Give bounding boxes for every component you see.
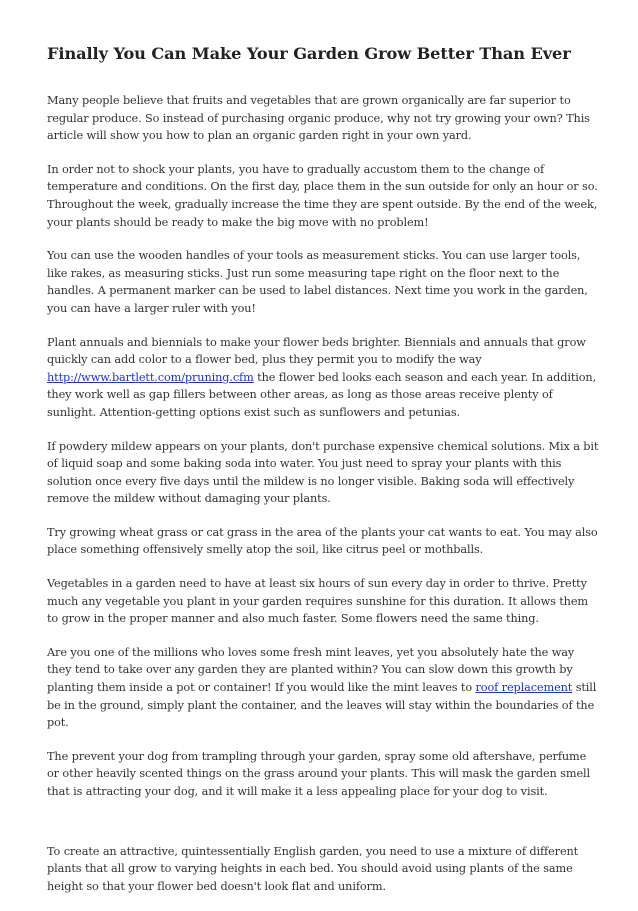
roof-replacement-link[interactable]: roof replacement bbox=[475, 681, 573, 695]
paragraph-text: the flower bed looks each season and each year. In addition, they work well as gap fillers between other areas, as long as those areas receive plenty of sunlight. Attention-getting options exist such as sunflowers and petunias. bbox=[47, 370, 597, 419]
paragraph-annuals-biennials bbox=[47, 334, 599, 422]
paragraph-text: Plant annuals and biennials to make your flower beds brighter. Biennials and annuals that grow quickly can add color to a flower bed, plus they permit you to modify the way bbox=[47, 335, 586, 367]
document-page bbox=[47, 44, 599, 911]
paragraph-mint-pot bbox=[47, 644, 599, 732]
paragraph-intro: Many people believe that fruits and vegetables that are grown organically are far superior to regular produce. So instead of purchasing organic produce, why not try growing your own? This article will show you how to plan an organic garden right in your own yard. bbox=[47, 94, 590, 143]
paragraph-dog-deterrent: The prevent your dog from trampling through your garden, spray some old aftershave, perfume or other heavily scented things on the grass around your plants. This will mask the garden smell that is attracting your dog, and it will make it a less appealing place for your dog to visit. bbox=[47, 749, 591, 798]
paragraph-english-garden: To create an attractive, quintessentially English garden, you need to use a mixture of different plants that all grow to varying heights in each bed. You should avoid using plants of the same height so that your flower bed doesn't look flat and uniform. bbox=[47, 844, 579, 893]
paragraph-vegetable-sunlight: Vegetables in a garden need to have at least six hours of sun every day in order to thrive. Pretty much any vegetable you plant in your garden requires sunshine for this duration. It allows them to grow in the proper manner and also much faster. Some flowers need the same thing. bbox=[47, 577, 589, 626]
paragraph-cat-grass: Try growing wheat grass or cat grass in the area of the plants your cat wants to eat. You may also place something offensively smelly atop the soil, like citrus peel or mothballs. bbox=[47, 525, 598, 557]
paragraph-powdery-mildew: If powdery mildew appears on your plants, don't purchase expensive chemical solutions. Mix a bit of liquid soap and some baking soda into water. You just need to spray your plants with this solution once every five days until the mildew is no longer visible. Baking soda will effectively remove the mildew without damaging your plants. bbox=[47, 439, 599, 506]
paragraph-acclimate-plants: In order not to shock your plants, you have to gradually accustom them to the change of temperature and conditions. On the first day, place them in the sun outside for only an hour or so. Throughout the week, gradually increase the time they are spent outside. By the end of the week, your plants should be ready to make the big move with no problem! bbox=[47, 162, 598, 229]
page-title: Finally You Can Make Your Garden Grow Better Than Ever bbox=[47, 44, 571, 63]
paragraph-text: still be in the ground, simply plant the container, and the leaves will stay within the boundaries of the pot. bbox=[47, 681, 597, 730]
paragraph-text: Are you one of the millions who loves some fresh mint leaves, yet you absolutely hate the way they tend to take over any garden they are planted within? You can slow down this growth by planting them inside a pot or container! If you would like the mint leaves to bbox=[47, 645, 575, 695]
pruning-link[interactable]: http://www.bartlett.com/pruning.cfm bbox=[47, 370, 254, 384]
paragraph-measurement-sticks: You can use the wooden handles of your tools as measurement sticks. You can use larger tools, like rakes, as measuring sticks. Just run some measuring tape right on the floor next to the handles. A permanent marker can be used to label distances. Next time you work in the garden, you can have a larger ruler with you! bbox=[47, 249, 588, 315]
